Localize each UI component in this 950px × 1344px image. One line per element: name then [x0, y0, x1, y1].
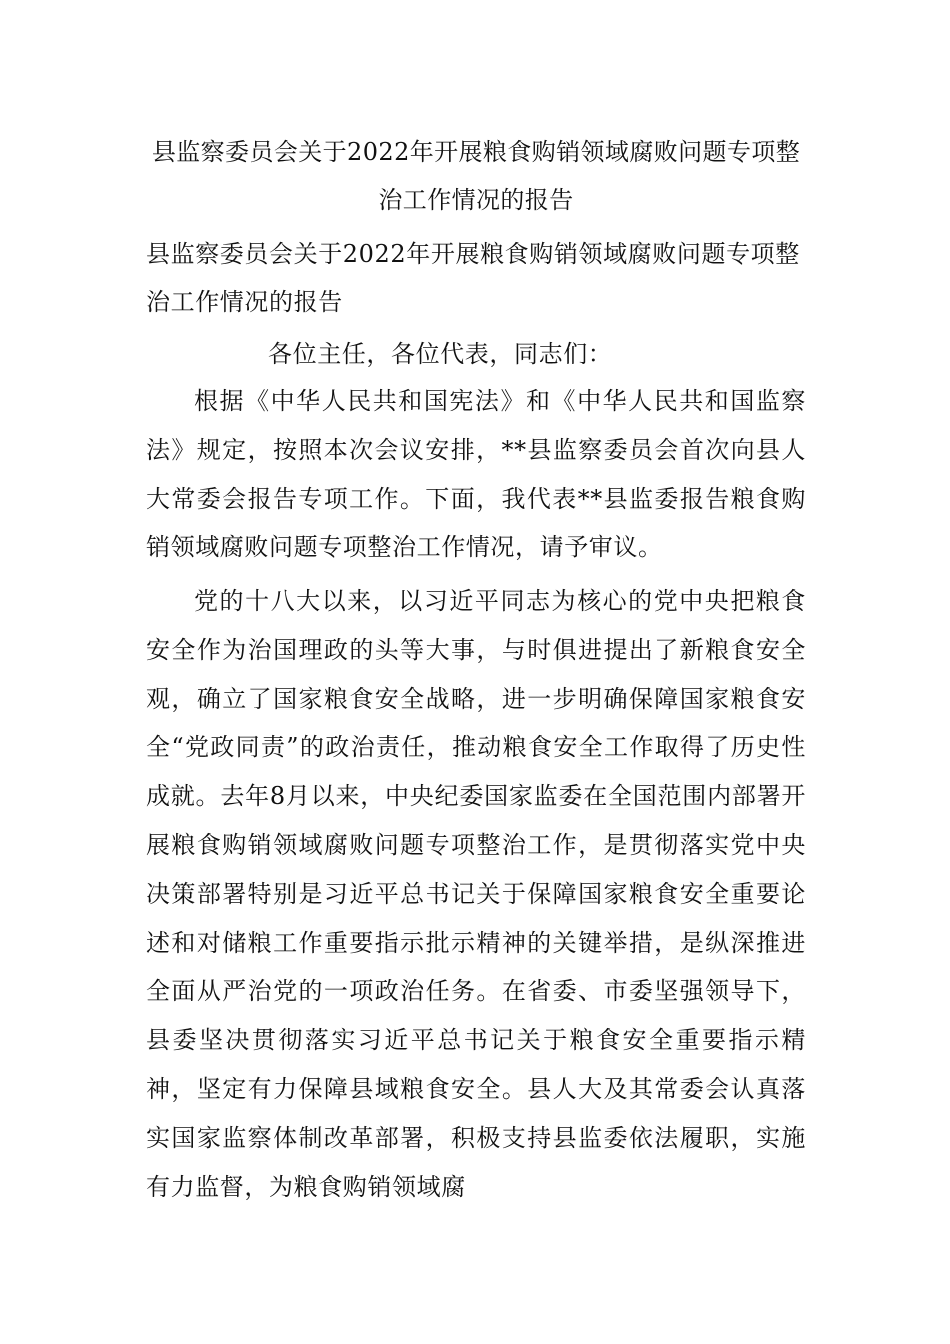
body-paragraph-2: 党的十八大以来，以习近平同志为核心的党中央把粮食安全作为治国理政的头等大事，与时俱进提出了新粮食安全观，确立了国家粮食安全战略，进一步明确保障国家粮食安全“党政同责”的政治责任，推动粮食安全工作取得了历史性成就。去年8月以来，中央纪委国家监委在全国范围内部署开展粮食购销领域腐败问题专项整治工作，是贯彻落实党中央决策部署特别是习近平总书记关于保障国家粮食安全重要论述和对储粮工作重要指示批示精神的关键举措，是纵深推进全面从严治党的一项政治任务。在省委、市委坚强领导下，县委坚决贯彻落实习近平总书记关于粮食安全重要指示精神，坚定有力保障县域粮食安全。县人大及其常委会认真落实国家监察体制改革部署，积极支持县监委依法履职，实施有力监督，为粮食购销领域腐 [146, 587, 806, 1201]
body-paragraph-1: 根据《中华人民共和国宪法》和《中华人民共和国监察法》规定，按照本次会议安排，**县监察委员会首次向县人大常委会报告专项工作。下面，我代表**县监委报告粮食购销领域腐败问题专项整治工作情况，请予审议。 [146, 387, 806, 562]
document-title: 县监察委员会关于2022年开展粮食购销领域腐败问题专项整治工作情况的报告 [151, 138, 801, 214]
document-title-repeat: 县监察委员会关于2022年开展粮食购销领域腐败问题专项整治工作情况的报告 [146, 240, 800, 316]
salutation: 各位主任，各位代表，同志们： [268, 340, 613, 368]
